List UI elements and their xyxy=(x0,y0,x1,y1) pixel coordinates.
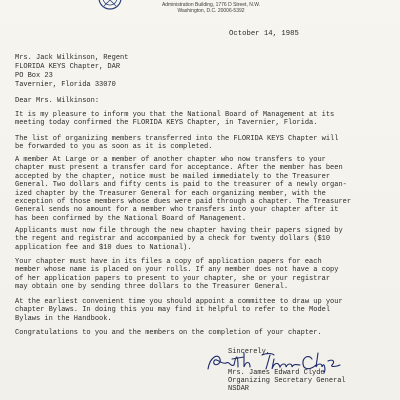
salutation: Dear Mrs. Wilkinson: xyxy=(15,97,100,105)
text-line: General sends no amount for a member who transfers into your chapter after it xyxy=(15,206,339,215)
text-line: be forwarded to you as soon as it is completed. xyxy=(15,143,213,152)
text-line: At the earliest convenient time you should appoint a committee to draw up your xyxy=(15,298,343,306)
text-line: application fee and $10 dues to National). xyxy=(15,243,192,252)
text-line: Your chapter must have in its files a copy of application papers for each xyxy=(15,258,322,266)
text-line: Congratulations to you and the members on the completion of your chapter. xyxy=(15,329,322,337)
letterhead-city: Washington, D.C. 20006-5392 xyxy=(177,8,245,14)
signer-name: Mrs. James Edward Clyde xyxy=(228,369,325,377)
text-line: has been confirmed by the National Board of Management. xyxy=(15,214,247,223)
text-line: meeting today confirmed the FLORIDA KEYS Chapter, in Tavernier, Florida. xyxy=(15,119,318,128)
paragraph-congratulations xyxy=(15,329,387,337)
paragraph-confirmation xyxy=(15,111,387,128)
paragraph-application-papers xyxy=(15,258,387,292)
paragraph-bylaws xyxy=(15,298,387,323)
recipient-line: Mrs. Jack Wilkinson, Regent xyxy=(15,54,129,62)
recipient-line: PO Box 23 xyxy=(15,72,53,80)
recipient-line: FLORIDA KEYS Chapter, DAR xyxy=(15,63,121,71)
text-line: General. Two dollars and fifty cents is paid to the treasurer of a newly organ- xyxy=(15,181,347,190)
paragraph-applicants xyxy=(15,227,387,252)
paragraph-transfers xyxy=(15,156,387,223)
dar-seal-icon xyxy=(98,0,122,10)
text-line: chapter must present a transfer card for acceptance. After the member has been xyxy=(15,164,343,173)
recipient-line: Tavernier, Florida 33070 xyxy=(15,81,116,89)
text-line: accepted by the chapter, notice must be mailed immediately to the Treasurer xyxy=(15,172,331,181)
text-line: the regent and registrar and accompanied by a check for twenty dollars ($10 xyxy=(15,235,331,244)
letter-date: October 14, 1985 xyxy=(229,30,299,38)
text-line: Applicants must now file through the new chapter having their papers signed by xyxy=(15,227,343,235)
text-line: exception of those members whose dues were paid through a chapter. The Treasurer xyxy=(15,198,352,207)
text-line: of her application papers to present to your chapter, she or your registrar xyxy=(15,274,331,283)
text-line: It is my pleasure to inform you that the National Board of Management at its xyxy=(15,111,335,119)
text-line: chapter Bylaws. In doing this you may find it helpful to refer to the Model xyxy=(15,306,331,315)
text-line: member whose name is placed on your rolls. If any member does not have a copy xyxy=(15,266,339,275)
paragraph-member-list xyxy=(15,135,387,152)
text-line: The list of organizing members transferred into the FLORIDA KEYS Chapter will xyxy=(15,135,339,143)
letterhead-address: Administration Building, 1776 D Street, N.W. xyxy=(161,2,261,8)
signature-block xyxy=(228,369,346,393)
signer-org: NSDAR xyxy=(228,385,250,393)
text-line: A member At Large or a member of another chapter who now transfers to your xyxy=(15,156,326,164)
closing: Sincerely, xyxy=(228,348,271,356)
recipient-address xyxy=(15,54,128,90)
signer-title: Organizing Secretary General xyxy=(228,377,346,385)
text-line: Bylaws in the Handbook. xyxy=(15,314,112,323)
text-line: ized chapter by the Treasurer General for each organizing member, with the xyxy=(15,189,326,198)
text-line: may obtain one by sending three dollars to the Treasurer General. xyxy=(15,283,289,292)
